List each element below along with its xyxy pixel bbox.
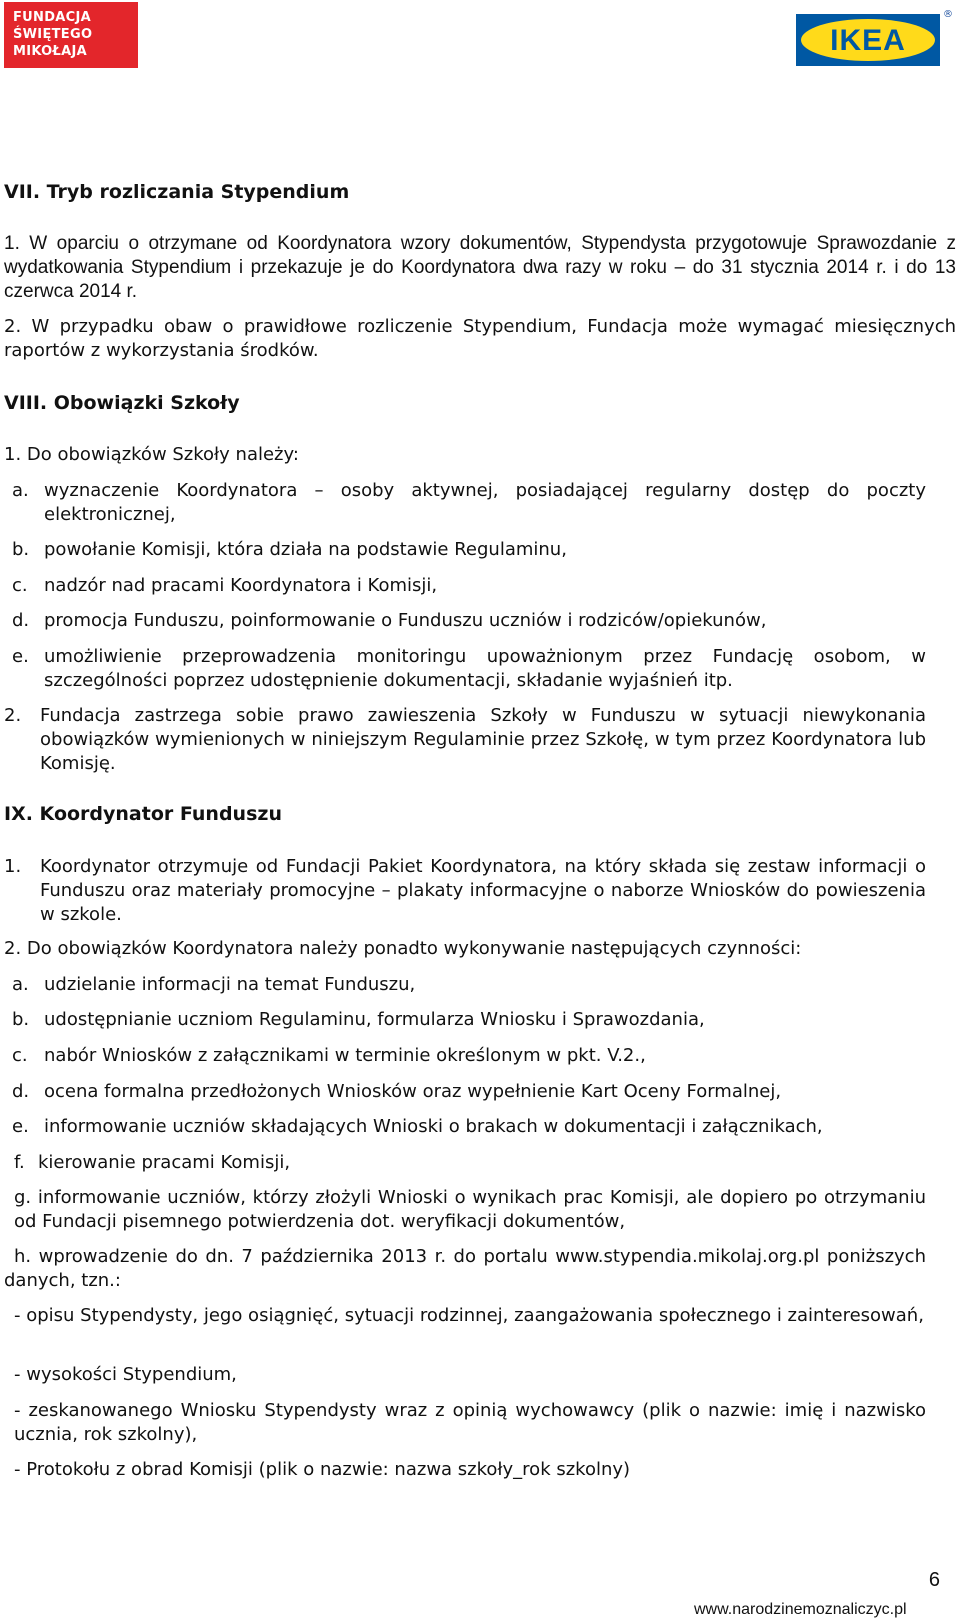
fundacja-logo-line-2: ŚWIĘTEGO [13, 27, 93, 42]
ikea-logo-text: IKEA [830, 24, 906, 57]
dash-item-1: - opisu Stypendysty, jego osiągnięć, sytuacji rodzinnej, zaangażowania społecznego i zainteresowań, [14, 1305, 924, 1326]
item-text: nadzór nad pracami Koordynatora i Komisji, [44, 575, 438, 596]
item-marker: e. [12, 646, 29, 667]
ikea-logo [796, 14, 940, 66]
section-9-paragraph-1 [4, 855, 926, 927]
section-9-item-c [12, 1044, 926, 1068]
item-text: Fundacja zastrzega sobie prawo zawieszenia Szkoły w Funduszu w sytuacji niewykonania obowiązków wymienionych w niniejszym Regulaminie przez Szkołę, w tym przez Koordynatora lub Komisję. [40, 705, 926, 774]
item-marker: b. [12, 1009, 30, 1030]
item-marker: c. [12, 1045, 28, 1066]
dash-item-4: - Protokołu z obrad Komisji (plik o nazwie: nazwa szkoły_rok szkolny) [14, 1459, 631, 1480]
section-9-item-f [14, 1151, 926, 1175]
section-8-item-a [12, 479, 926, 527]
section-9-item-e [12, 1115, 926, 1139]
section-8-item-b [12, 538, 926, 562]
item-marker: 2. [4, 705, 22, 726]
footer-url[interactable]: www.narodzinemoznaliczyc.pl [694, 1601, 907, 1618]
item-text: umożliwienie przeprowadzenia monitoringu upoważnionym przez Fundację osobom, w szczególności poprzez udostępnienie dokumentacji, składanie wyjaśnień itp. [44, 646, 926, 691]
item-marker: e. [12, 1116, 29, 1137]
section-8-item-c [12, 574, 926, 598]
section-9-paragraph-2: 2. Do obowiązków Koordynatora należy ponadto wykonywanie następujących czynności: [4, 938, 802, 959]
item-marker: a. [12, 974, 29, 995]
page-number: 6 [928, 1569, 940, 1591]
section-8-item-e [12, 645, 926, 693]
item-text: promocja Funduszu, poinformowanie o Funduszu uczniów i rodziców/opiekunów, [44, 610, 767, 631]
item-marker: d. [12, 610, 30, 631]
item-text: informowanie uczniów składających Wnioski o brakach w dokumentacji i załącznikach, [44, 1116, 823, 1137]
item-marker: b. [12, 539, 30, 560]
item-text: Koordynator otrzymuje od Fundacji Pakiet Koordynatora, na który składa się zestaw informacji o Funduszu oraz materiały promocyjne – plakaty informacyjne o naborze Wniosków do powieszenia w szkole. [40, 856, 926, 925]
item-marker: c. [12, 575, 28, 596]
section-8-title: VIII. Obowiązki Szkoły [4, 392, 240, 414]
section-8-paragraph-1: 1. Do obowiązków Szkoły należy: [4, 444, 299, 465]
item-text: ocena formalna przedłożonych Wniosków oraz wypełnienie Kart Oceny Formalnej, [44, 1081, 782, 1102]
section-9-item-b [12, 1008, 926, 1032]
item-text: udzielanie informacji na temat Funduszu, [44, 974, 416, 995]
item-text: nabór Wniosków z załącznikami w terminie określonym w pkt. V.2., [44, 1045, 646, 1066]
item-marker: f. [14, 1152, 25, 1173]
section-9-item-g: g. informowanie uczniów, którzy złożyli Wnioski o wynikach prac Komisji, ale dopiero po otrzymaniu od Fundacji pisemnego potwierdzenia dot. weryfikacji dokumentów, [14, 1187, 926, 1232]
item-text: wyznaczenie Koordynatora – osoby aktywnej, posiadającej regularny dostęp do poczty elektronicznej, [44, 480, 926, 525]
fundacja-logo-line-3: MIKOŁAJA [13, 44, 88, 59]
section-7-paragraph-2: 2. W przypadku obaw o prawidłowe rozliczenie Stypendium, Fundacja może wymagać miesięcznych raportów z wykorzystania środków. [4, 316, 956, 361]
registered-mark: ® [943, 9, 953, 20]
item-marker: a. [12, 480, 29, 501]
item-marker: 1. [4, 856, 22, 877]
item-text: udostępnianie uczniom Regulaminu, formularza Wniosku i Sprawozdania, [44, 1009, 705, 1030]
fundacja-logo-line-1: FUNDACJA [13, 10, 92, 25]
section-9-item-a [12, 973, 926, 997]
section-7-paragraph-1: 1. W oparciu o otrzymane od Koordynatora wzory dokumentów, Stypendysta przygotowuje Sprawozdanie z wydatkowania Stypendium i przekazuje je do Koordynatora dwa razy w roku – do 31 stycznia 2014 r. i do 13 czerwca 2014 r. [4, 233, 956, 302]
section-9-item-h: h. wprowadzenie do dn. 7 października 2013 r. do portalu www.stypendia.mikolaj.org.pl poniższych danych, tzn.: [4, 1246, 926, 1291]
item-marker: d. [12, 1081, 30, 1102]
item-text: kierowanie pracami Komisji, [38, 1152, 291, 1173]
section-9-item-d [12, 1080, 926, 1104]
fundacja-logo [4, 2, 138, 68]
dash-item-2: - wysokości Stypendium, [14, 1364, 237, 1385]
section-7-title: VII. Tryb rozliczania Stypendium [4, 181, 350, 203]
dash-item-3: - zeskanowanego Wniosku Stypendysty wraz z opinią wychowawcy (plik o nazwie: imię i nazwisko ucznia, rok szkolny), [14, 1400, 926, 1445]
section-8-item-d [12, 609, 926, 633]
item-text: powołanie Komisji, która działa na podstawie Regulaminu, [44, 539, 567, 560]
section-8-paragraph-2 [4, 704, 926, 776]
section-9-title: IX. Koordynator Funduszu [4, 803, 282, 825]
